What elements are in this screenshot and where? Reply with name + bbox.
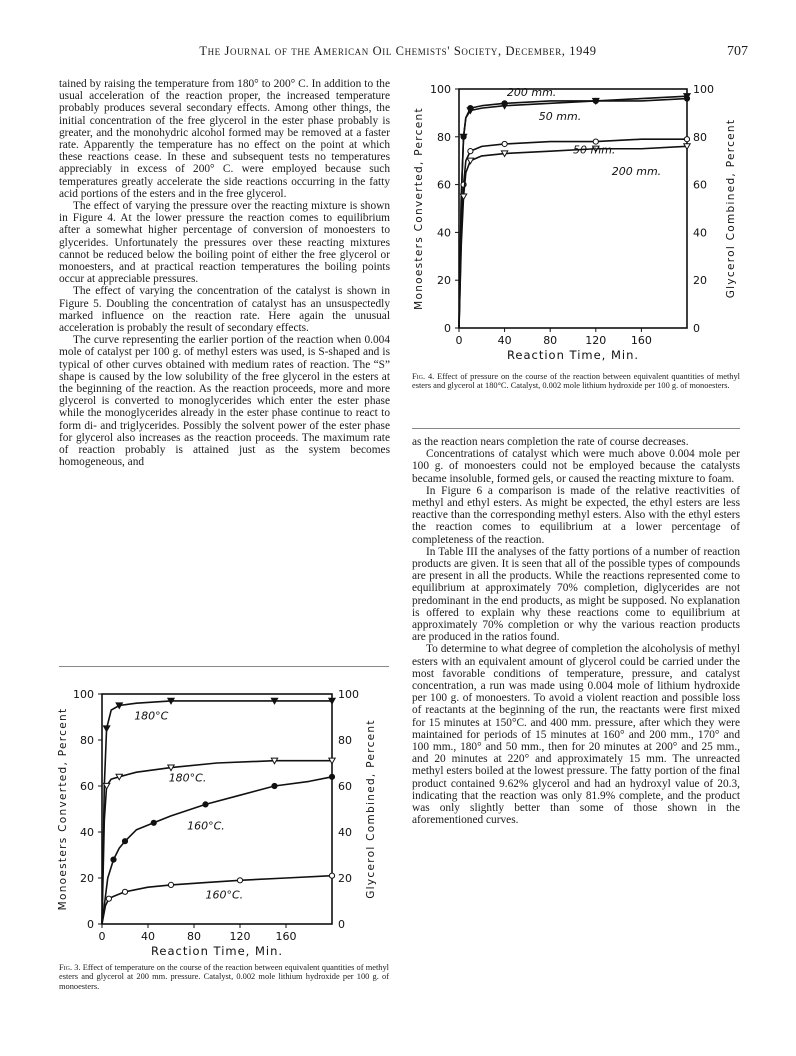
paragraph: The effect of varying the concentration of the catalyst is shown in Figure 5. Doubling the concentration of catalyst has an unsuspectedly marked influence on the reaction rate. Here again the unusual acceleration is probably the result of secondary effects. (59, 285, 390, 335)
y-tick-label-right: 60 (338, 780, 352, 793)
data-marker (168, 882, 173, 887)
y-axis-label: Monoesters Converted, Percent (413, 107, 425, 310)
y-tick-label: 60 (80, 780, 94, 793)
data-marker (151, 820, 156, 825)
figure-3-caption-text: Effect of temperature on the course of the reaction between equivalent quantities of methyl esters and glycerol at 200 mm. pressure. Catalyst, 0.002 mole lithium hydroxide per 100 g. of monoesters. (59, 963, 390, 991)
y-tick-label: 20 (437, 274, 451, 288)
paragraph: In Figure 6 a comparison is made of the relative reactivities of methyl and ethyl esters. As might be expected, the ethyl esters are less reactive than the corresponding methyl esters. Also with the ethyl esters the reaction comes to equilibrium at a lower percentage of completeness of the reaction. (412, 484, 740, 546)
curve-label: 50 mm. (538, 110, 582, 124)
plot-frame (459, 89, 687, 328)
figure-3-caption-label: Fig. 3. (59, 963, 81, 972)
data-marker (106, 896, 111, 901)
right-column-text (412, 436, 740, 827)
data-marker (203, 802, 208, 807)
curve-label: 200 mm. (506, 86, 557, 100)
paragraph: tained by raising the temperature from 180° to 200° C. In addition to the usual acceleration of the reaction proper, the increased temperature probably produces several secondary effects. Among other things, the initial concentration of the free glycerol in the ester phase probably is greater, and the monohydric alcohol formed may be removed at a faster rate. Apparently the temperature has no effect on the point at which these reactions cease. In these and subsequent tests no temperatures appreciably in excess of 200° C. were employed because such temperatures greatly accelerate the side reactions occurring in the fatty acid portions of the esters and in the free glycerol. (59, 78, 390, 200)
y-tick-label-right: 100 (338, 688, 359, 701)
y-tick-label: 60 (437, 178, 451, 192)
paragraph: In Table III the analyses of the fatty portions of a number of reaction products are given. It is seen that all of the possible types of compounds are present in all the products. While the reactions represented come to equilibrium at approximately 70% completion, diglycerides are not predominant in the end products, as might be supposed. No explanation is offered to explain why these reactions come to equilibrium at approximately 70% completion or why the various reaction products are produced in the ratios found. (412, 545, 740, 644)
x-axis-label: Reaction Time, Min. (506, 348, 640, 362)
data-marker (467, 158, 473, 164)
curve-label: 160°C. (187, 819, 225, 833)
data-marker (272, 783, 277, 788)
y-tick-label: 40 (437, 226, 451, 240)
data-marker (329, 873, 334, 878)
paragraph: The curve representing the earlier portion of the reaction when 0.004 mole of catalyst per 100 g. of methyl esters was used, is S-shaped and is typical of other curves obtained with medium rates of reaction. The “S” shape is caused by the low solubility of the free glycerol in the esters at the beginning of the reaction. As the reaction proceeds, more and more glycerol is converted to monoglycerides which enter the ester phase while the monoglycerides already in the ester phase continue to react to form di- and triglycerides. Possibly the solvent power of the ester phase for glycerol also increases as the reaction proceeds. The maximum rate of reaction probably is attained just as the system becomes homogeneous, and (59, 334, 390, 469)
series-line (459, 96, 687, 328)
data-marker (103, 726, 109, 732)
y-tick-label: 0 (444, 322, 451, 335)
x-tick-label: 0 (455, 334, 463, 347)
y-axis-label-right: Glycerol Combined, Percent (365, 719, 377, 899)
x-tick-label: 40 (497, 334, 512, 347)
y-tick-label-right: 20 (693, 274, 707, 288)
y-tick-label-right: 60 (693, 178, 707, 192)
y-tick-label-right: 0 (338, 918, 345, 931)
figure-4-caption-text: Effect of pressure on the course of the reaction between equivalent quantities of methyl esters and glycerol at 180°C. Catalyst, 0.002 mole lithium hydroxide per 100 g. of monoesters. (412, 372, 740, 391)
figure-3 (54, 676, 394, 961)
data-marker (237, 878, 242, 883)
series-1 (459, 96, 690, 328)
x-tick-label: 160 (630, 334, 652, 347)
series-line (459, 99, 687, 328)
figure-4-caption (412, 372, 740, 391)
data-marker (684, 137, 689, 142)
y-tick-label: 0 (87, 918, 94, 931)
x-tick-label: 160 (275, 930, 297, 943)
y-tick-label: 40 (80, 826, 94, 839)
x-tick-label: 80 (543, 334, 558, 347)
left-column-text (59, 78, 390, 469)
y-tick-label: 80 (437, 130, 451, 144)
divider (412, 428, 740, 429)
figure-4 (404, 70, 749, 370)
y-tick-label: 100 (430, 83, 451, 96)
curve-label: 180°C (134, 709, 169, 723)
paragraph: Concentrations of catalyst which were much above 0.004 mole per 100 g. of monoesters could not be employed because the catalysts became insoluble, formed gels, or caused the reacting mixture to foam. (412, 448, 740, 485)
y-tick-label-right: 80 (693, 130, 707, 144)
data-marker (502, 141, 507, 146)
x-tick-label: 80 (187, 930, 201, 943)
series-line (102, 777, 332, 924)
data-marker (122, 889, 127, 894)
y-tick-label-right: 40 (338, 826, 352, 839)
y-tick-label: 20 (80, 872, 94, 885)
figure-4-chart (404, 70, 749, 370)
journal-title: The Journal of the American Oil Chemists' Society, December, 1949 (199, 44, 597, 58)
data-marker (329, 774, 334, 779)
y-tick-label: 100 (73, 688, 94, 701)
paragraph: as the reaction nears completion the rate of course decreases. (412, 436, 689, 448)
figure-3-caption (59, 963, 389, 991)
x-tick-label: 120 (229, 930, 251, 943)
y-tick-label-right: 100 (693, 83, 714, 96)
y-tick-label-right: 20 (338, 872, 352, 885)
data-marker (111, 857, 116, 862)
x-tick-label: 0 (98, 930, 106, 943)
y-tick-label-right: 0 (693, 322, 700, 335)
curve-label: 180°C. (168, 771, 207, 785)
figure-4-caption-label: Fig. 4. (412, 372, 435, 381)
x-tick-label: 40 (141, 930, 155, 943)
x-axis-label: Reaction Time, Min. (150, 944, 284, 958)
curve-label: 50 mm. (573, 143, 616, 157)
x-tick-label: 120 (585, 334, 607, 347)
data-marker (468, 149, 473, 154)
series-2 (459, 94, 690, 328)
paragraph: To determine to what degree of completion the alcoholysis of methyl esters with an equivalent amount of glycerol could be carried under the most favorable conditions of temperature, pressure, and catalyst concentration, a run was made using 0.004 mole of lithium hydroxide per 100 g. of monoesters. To avoid a violent reaction and possible loss of reactants at the beginning of the run, the reactants were first mixed for 15 minutes at 150°C. and 400 mm. pressure, after which they were maintained for periods of 15 minutes at 160° and 200 mm., 170° and 100 mm., 180° and 50 mm., then for 20 minutes at 200° and 25 mm., and 20 minutes at 220° and approximately 15 mm. The unreacted methyl esters boiled at the lowest pressure. The fatty portion of the final product contained 9.62% glycerol and had an hydroxyl value of 20.3, indicating that the reaction was only 81.9% complete, and the product was only slightly better than some of those shown in the aforementioned curves. (412, 643, 740, 827)
figure-3-chart (54, 676, 394, 961)
running-header (0, 44, 796, 64)
page-number: 707 (727, 44, 748, 59)
y-tick-label-right: 80 (338, 734, 352, 747)
paragraph: The effect of varying the pressure over the reacting mixture is shown in Figure 4. At the lower pressure the reaction comes to equilibrium after a somewhat higher percentage of conversion of monoesters to glycerides. Unfortunately the pressures over these reacting mixtures cannot be reduced below the boiling point of either the free glycerol or monoesters, and at practical reaction temperatures the boiling points occur at appreciable pressures. (59, 200, 390, 286)
divider (59, 666, 389, 667)
y-axis-label-right: Glycerol Combined, Percent (725, 118, 737, 299)
curve-label: 160°C. (205, 888, 244, 902)
y-axis-label: Monoesters Converted, Percent (57, 707, 69, 911)
y-tick-label: 80 (80, 734, 94, 747)
curve-label: 200 mm. (611, 165, 662, 179)
data-marker (122, 839, 127, 844)
y-tick-label-right: 40 (693, 226, 707, 240)
